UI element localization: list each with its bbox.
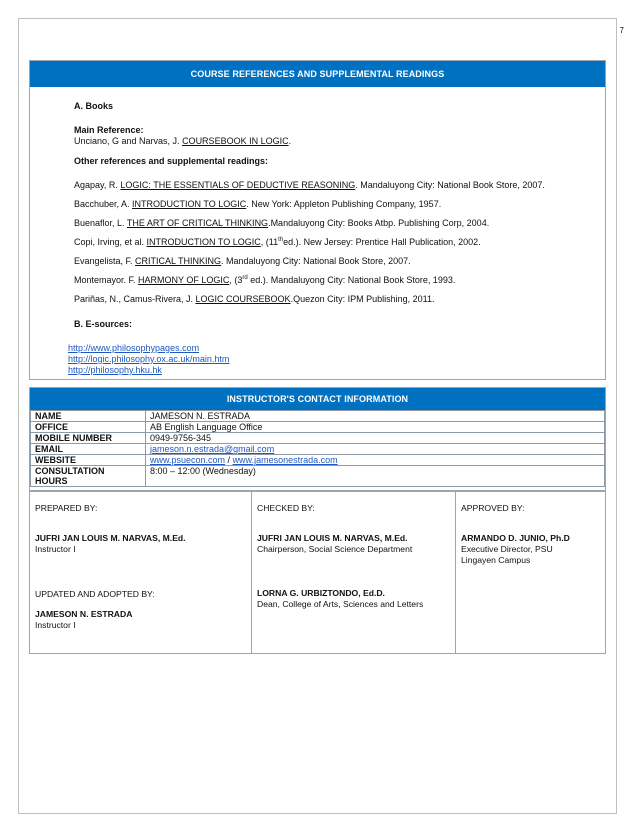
updated-label: UPDATED AND ADOPTED BY: [35,589,155,599]
esource-link[interactable]: http://www.philosophypages.com [68,343,200,353]
office-value: AB English Language Office [146,422,605,433]
references-section [29,60,606,380]
esource-link[interactable]: http://philosophy.hku.hk [68,365,162,375]
table-row [31,433,605,444]
other-references-label: Other references and supplemental readings: [74,156,269,166]
contact-header: INSTRUCTOR'S CONTACT INFORMATION [30,388,605,410]
mobile-value: 0949-9756-345 [146,433,605,444]
approved-title-line1: Executive Director, PSU [461,544,553,554]
consultation-label: CONSULTATION HOURS [31,466,146,487]
name-label: NAME [31,411,146,422]
reference-title: THE ART OF CRITICAL THINKING [126,218,269,228]
reference-title: INTRODUCTION TO LOGIC [132,199,247,209]
page-number: 7 [619,26,624,35]
reference-item: Buenaflor, L. THE ART OF CRITICAL THINKING.Mandaluyong City: Books Atbp. Publishing Corp, 2004. [74,218,490,228]
esource-link[interactable]: http://logic.philosophy.ox.ac.uk/main.htm [68,354,230,364]
checked-title: Chairperson, Social Science Department [257,544,413,554]
approved-column [456,491,606,653]
reference-title: LOGIC COURSEBOOK [195,294,291,304]
dean-title: Dean, College of Arts, Sciences and Letters [257,599,424,609]
email-label: EMAIL [31,444,146,455]
reference-item: Agapay, R. LOGIC: THE ESSENTIALS OF DEDUCTIVE REASONING. Mandaluyong City: National Book Store, 2007. [74,180,545,190]
approved-label: APPROVED BY: [461,503,525,513]
prepared-column [30,491,252,653]
approved-title-line2: Lingayen Campus [461,555,531,565]
reference-item: Copi, Irving, et al. INTRODUCTION TO LOGIC, (11thed.). New Jersey: Prentice Hall Publication, 2002. [74,237,481,247]
updated-title: Instructor I [35,620,76,630]
reference-title: CRITICAL THINKING [135,256,222,266]
contact-section [29,387,606,492]
email-cell [146,444,605,455]
prepared-name: JUFRI JAN LOUIS M. NARVAS, M.Ed. [35,533,186,543]
website-link[interactable]: www.jamesonestrada.com [232,455,338,465]
reference-item: Pariñas, N., Camus-Rivera, J. LOGIC COURSEBOOK.Quezon City: IPM Publishing, 2011. [74,294,435,304]
table-row [31,455,605,466]
reference-item: Evangelista, F. CRITICAL THINKING. Mandaluyong City: National Book Store, 2007. [74,256,411,266]
website-label: WEBSITE [31,455,146,466]
main-reference-label: Main Reference: [74,125,144,135]
reference-title: LOGIC: THE ESSENTIALS OF DEDUCTIVE REASONING [120,180,356,190]
table-row [31,444,605,455]
mobile-label: MOBILE NUMBER [31,433,146,444]
email-link[interactable]: jameson.n.estrada@gmail.com [150,444,275,454]
prepared-title: Instructor I [35,544,76,554]
checked-label: CHECKED BY: [257,503,315,513]
office-label: OFFICE [31,422,146,433]
main-reference-title: COURSEBOOK IN LOGIC [182,136,289,146]
consultation-value: 8:00 – 12:00 (Wednesday) [146,466,605,487]
esource-link-row [68,343,199,353]
reference-title: HARMONY OF LOGIC [138,275,230,285]
updated-name: JAMESON N. ESTRADA [35,609,133,619]
approved-name: ARMANDO D. JUNIO, Ph.D [461,533,570,543]
checked-name: JUFRI JAN LOUIS M. NARVAS, M.Ed. [257,533,408,543]
name-value: JAMESON N. ESTRADA [146,411,605,422]
reference-item: Montemayor. F. HARMONY OF LOGIC, (3rd ed.). Mandaluyong City: National Book Store, 1993. [74,275,456,285]
website-link[interactable]: www.psuecon.com [150,455,226,465]
main-reference: Unciano, G and Narvas, J. COURSEBOOK IN LOGIC. [74,136,292,146]
dean-name: LORNA G. URBIZTONDO, Ed.D. [257,588,385,598]
esource-link-row [68,354,229,364]
signatures-section [29,490,606,654]
books-heading: A. Books [74,101,114,111]
esource-link-row [68,365,162,375]
prepared-label: PREPARED BY: [35,503,98,513]
website-cell: www.psuecon.com / www.jamesonestrada.com [146,455,605,466]
esources-heading: B. E-sources: [74,319,133,329]
contact-table [30,410,605,487]
table-row [31,466,605,487]
checked-column [252,491,456,653]
references-header: COURSE REFERENCES AND SUPPLEMENTAL READINGS [30,61,605,87]
table-row [31,422,605,433]
reference-title: INTRODUCTION TO LOGIC [146,237,261,247]
table-row [31,411,605,422]
reference-item: Bacchuber, A. INTRODUCTION TO LOGIC. New York: Appleton Publishing Company, 1957. [74,199,442,209]
